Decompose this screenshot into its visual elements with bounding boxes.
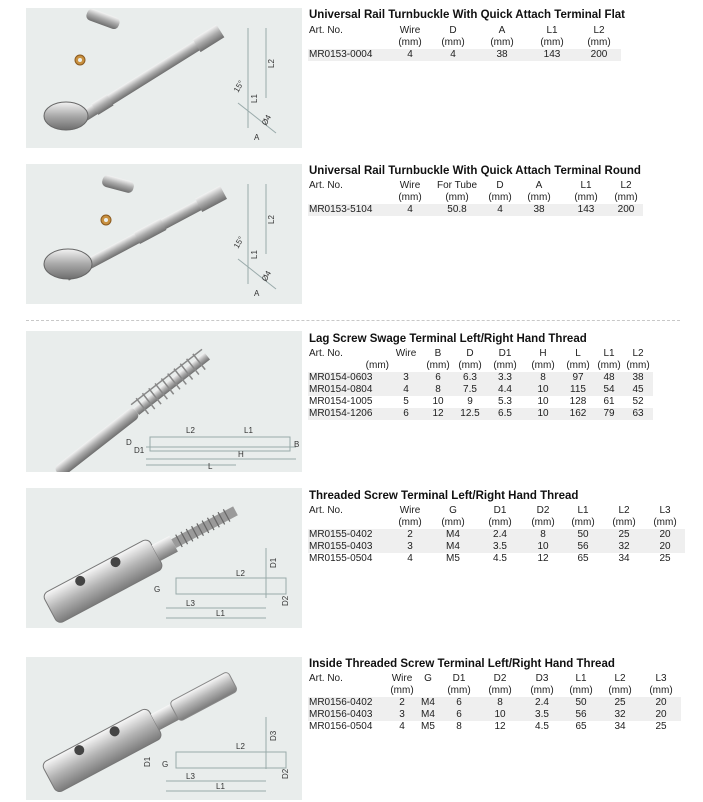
product-title: Universal Rail Turnbuckle With Quick Attach Terminal Flat bbox=[309, 9, 625, 21]
unit-cell bbox=[417, 685, 439, 697]
diagram-label: 15° bbox=[231, 79, 246, 94]
table-cell: 25 bbox=[645, 553, 685, 565]
diagram-label: D1 bbox=[269, 557, 278, 568]
unit-cell: (mm) bbox=[527, 192, 551, 203]
spec-table bbox=[308, 25, 621, 61]
unit-cell: (mm) bbox=[612, 517, 636, 528]
table-cell: M4 bbox=[417, 697, 439, 709]
art-no-cell: MR0154-1206 bbox=[308, 408, 391, 420]
diagram-label: H bbox=[238, 450, 244, 459]
col-header: D1 bbox=[493, 505, 507, 516]
table-row bbox=[308, 697, 681, 709]
table-cell: 12 bbox=[421, 408, 455, 420]
table-cell: 3.5 bbox=[521, 709, 563, 721]
diagram-label: L1 bbox=[216, 782, 225, 791]
col-header: H bbox=[539, 348, 547, 359]
table-cell: 10 bbox=[525, 396, 561, 408]
col-header: Wire bbox=[399, 25, 421, 36]
table-cell: 6 bbox=[391, 408, 421, 420]
spec-table bbox=[308, 180, 643, 216]
product-section-2 bbox=[0, 158, 703, 318]
unit-cell: (mm) bbox=[531, 360, 555, 371]
table-cell: 4 bbox=[391, 553, 429, 565]
table-row bbox=[308, 372, 653, 384]
table-cell: 20 bbox=[645, 529, 685, 541]
table-cell: 3.5 bbox=[477, 541, 523, 553]
col-header: D1 bbox=[498, 348, 512, 359]
diagram-label: L bbox=[208, 462, 213, 471]
table-cell: 2.4 bbox=[477, 529, 523, 541]
table-cell: 10 bbox=[525, 408, 561, 420]
art-no-cell: MR0155-0504 bbox=[308, 553, 391, 565]
col-header: Wire bbox=[399, 180, 421, 191]
table-cell: 56 bbox=[563, 709, 599, 721]
unit-cell: (mm) bbox=[653, 517, 677, 528]
col-header: L2 bbox=[618, 505, 630, 516]
product-photo-2 bbox=[26, 164, 302, 304]
unit-cell bbox=[308, 192, 391, 204]
diagram-label: L2 bbox=[267, 59, 276, 68]
header-row bbox=[308, 25, 621, 37]
table-cell: 4 bbox=[485, 204, 515, 216]
table-cell: 8 bbox=[439, 721, 479, 733]
art-no-cell: MR0156-0504 bbox=[308, 721, 387, 733]
table-cell: 12 bbox=[479, 721, 521, 733]
col-header: Wire bbox=[391, 673, 413, 684]
table-row bbox=[308, 721, 681, 733]
col-header: Art. No. bbox=[309, 180, 343, 191]
unit-cell: (mm) bbox=[398, 517, 422, 528]
table-cell: 2 bbox=[391, 529, 429, 541]
unit-cell: (mm) bbox=[614, 192, 638, 203]
unit-cell: (mm) bbox=[566, 360, 590, 371]
col-header: D bbox=[449, 25, 457, 36]
table-cell: 3 bbox=[387, 709, 417, 721]
diagram-label: B bbox=[294, 440, 300, 449]
table-cell: 3 bbox=[391, 541, 429, 553]
unit-cell: (mm) bbox=[458, 360, 482, 371]
diagram-label: L2 bbox=[186, 426, 195, 435]
table-cell: M4 bbox=[429, 541, 477, 553]
table-row bbox=[308, 408, 653, 420]
unit-cell: (mm) bbox=[540, 37, 564, 48]
diagram-label: L1 bbox=[244, 426, 253, 435]
table-cell: 25 bbox=[599, 697, 641, 709]
art-no-cell: MR0154-0603 bbox=[308, 372, 391, 384]
table-cell: 143 bbox=[563, 204, 609, 216]
table-cell: 115 bbox=[561, 384, 595, 396]
table-row bbox=[308, 541, 685, 553]
unit-cell: (mm) bbox=[569, 685, 593, 696]
table-row bbox=[308, 396, 653, 408]
table-cell: 97 bbox=[561, 372, 595, 384]
product-section-3 bbox=[0, 322, 703, 482]
unit-row bbox=[308, 192, 643, 204]
table-cell: 4 bbox=[391, 49, 429, 61]
table-row bbox=[308, 709, 681, 721]
table-cell: 5.3 bbox=[485, 396, 525, 408]
unit-cell bbox=[308, 517, 391, 529]
header-row bbox=[308, 673, 681, 685]
table-cell: 200 bbox=[577, 49, 621, 61]
col-header: L2 bbox=[593, 25, 605, 36]
table-row bbox=[308, 204, 643, 216]
col-header: D1 bbox=[452, 673, 466, 684]
table-cell: 25 bbox=[603, 529, 645, 541]
table-cell: 12.5 bbox=[455, 408, 485, 420]
col-header: Wire bbox=[395, 348, 417, 359]
col-header: G bbox=[424, 673, 432, 684]
table-row bbox=[308, 529, 685, 541]
table-cell: 3 bbox=[391, 372, 421, 384]
table-cell: 65 bbox=[563, 553, 603, 565]
col-header: Art. No. bbox=[309, 505, 343, 516]
table-cell: 6.5 bbox=[485, 408, 525, 420]
unit-row bbox=[308, 517, 685, 529]
table-cell: 162 bbox=[561, 408, 595, 420]
art-no-cell: MR0154-1005 bbox=[308, 396, 391, 408]
art-no-cell: MR0154-0804 bbox=[308, 384, 391, 396]
table-cell: 8 bbox=[525, 372, 561, 384]
table-cell: 20 bbox=[641, 697, 681, 709]
unit-cell: (mm) bbox=[365, 360, 389, 371]
col-header: L bbox=[575, 348, 581, 359]
product-title: Lag Screw Swage Terminal Left/Right Hand Thread bbox=[309, 333, 587, 345]
turnbuckle-round-illustration bbox=[26, 164, 302, 304]
diagram-label: L2 bbox=[236, 742, 245, 751]
table-cell: 38 bbox=[515, 204, 563, 216]
table-cell: 8 bbox=[421, 384, 455, 396]
diagram-label: L2 bbox=[236, 569, 245, 578]
col-header: D3 bbox=[535, 673, 549, 684]
table-cell: 10 bbox=[479, 709, 521, 721]
col-header: For Tube bbox=[436, 180, 478, 191]
product-section-4 bbox=[0, 484, 703, 644]
unit-cell: (mm) bbox=[426, 360, 450, 371]
col-header: Art. No. bbox=[309, 673, 343, 684]
col-header: D2 bbox=[493, 673, 507, 684]
diagram-label: L3 bbox=[186, 599, 195, 608]
product-photo-1 bbox=[26, 8, 302, 148]
unit-cell: (mm) bbox=[493, 360, 517, 371]
table-cell: 65 bbox=[563, 721, 599, 733]
art-no-cell: MR0155-0403 bbox=[308, 541, 391, 553]
table-cell: 6.3 bbox=[455, 372, 485, 384]
table-cell: 4 bbox=[391, 384, 421, 396]
table-cell: 61 bbox=[595, 396, 623, 408]
col-header: L1 bbox=[575, 673, 587, 684]
diagram-label: G bbox=[154, 585, 161, 594]
table-cell: 4.4 bbox=[485, 384, 525, 396]
table-cell: 38 bbox=[623, 372, 653, 384]
col-header: L1 bbox=[546, 25, 558, 36]
table-row bbox=[308, 384, 653, 396]
art-no-cell: MR0153-5104 bbox=[308, 204, 391, 216]
art-no-cell: MR0155-0402 bbox=[308, 529, 391, 541]
table-row bbox=[308, 49, 621, 61]
table-cell: 34 bbox=[603, 553, 645, 565]
table-cell: 10 bbox=[421, 396, 455, 408]
product-title: Threaded Screw Terminal Left/Right Hand Thread bbox=[309, 490, 579, 502]
header-row bbox=[308, 505, 685, 517]
table-cell: 38 bbox=[477, 49, 527, 61]
table-cell: 12 bbox=[523, 553, 563, 565]
table-cell: 200 bbox=[609, 204, 643, 216]
table-cell: 4 bbox=[391, 204, 429, 216]
diagram-label: L1 bbox=[250, 94, 259, 103]
diagram-label: L1 bbox=[216, 609, 225, 618]
unit-cell: (mm) bbox=[490, 37, 514, 48]
unit-cell: (mm) bbox=[531, 517, 555, 528]
unit-cell: (mm) bbox=[488, 517, 512, 528]
table-cell: 45 bbox=[623, 384, 653, 396]
table-cell: 52 bbox=[623, 396, 653, 408]
unit-cell bbox=[391, 360, 421, 372]
unit-cell: (mm) bbox=[441, 37, 465, 48]
unit-cell: (mm) bbox=[597, 360, 621, 371]
turnbuckle-flat-illustration bbox=[26, 8, 302, 148]
table-cell: 6 bbox=[439, 709, 479, 721]
art-no-cell: MR0156-0403 bbox=[308, 709, 387, 721]
col-header: L3 bbox=[659, 505, 671, 516]
spec-table bbox=[308, 348, 653, 420]
unit-cell: (mm) bbox=[530, 685, 554, 696]
table-cell: 4.5 bbox=[477, 553, 523, 565]
col-header: L3 bbox=[655, 673, 667, 684]
table-cell: 6 bbox=[421, 372, 455, 384]
unit-cell: (mm) bbox=[587, 37, 611, 48]
col-header: A bbox=[535, 180, 543, 191]
product-photo-3 bbox=[26, 331, 302, 472]
diagram-label: D3 bbox=[269, 730, 278, 741]
col-header: L1 bbox=[580, 180, 592, 191]
unit-cell: (mm) bbox=[441, 517, 465, 528]
product-title: Universal Rail Turnbuckle With Quick Attach Terminal Round bbox=[309, 165, 641, 177]
table-cell: 6 bbox=[439, 697, 479, 709]
col-header: D bbox=[496, 180, 504, 191]
unit-cell: (mm) bbox=[626, 360, 650, 371]
unit-cell bbox=[308, 685, 387, 697]
col-header: D bbox=[466, 348, 474, 359]
diagram-label: L1 bbox=[250, 250, 259, 259]
table-cell: 8 bbox=[523, 529, 563, 541]
table-cell: 5 bbox=[391, 396, 421, 408]
unit-row bbox=[308, 685, 681, 697]
product-title: Inside Threaded Screw Terminal Left/Right Hand Thread bbox=[309, 658, 615, 670]
table-cell: 128 bbox=[561, 396, 595, 408]
table-cell: M5 bbox=[429, 553, 477, 565]
unit-cell: (mm) bbox=[398, 192, 422, 203]
col-header: L2 bbox=[614, 673, 626, 684]
table-cell: 10 bbox=[525, 384, 561, 396]
unit-row bbox=[308, 37, 621, 49]
section-divider bbox=[26, 320, 680, 321]
unit-cell: (mm) bbox=[649, 685, 673, 696]
diagram-label: D2 bbox=[281, 768, 290, 779]
col-header: D2 bbox=[536, 505, 550, 516]
table-cell: 4 bbox=[387, 721, 417, 733]
col-header: Wire bbox=[399, 505, 421, 516]
diagram-label: A bbox=[254, 133, 260, 142]
inside-threaded-screw-terminal-illustration bbox=[26, 657, 302, 800]
product-section-1 bbox=[0, 0, 703, 160]
col-header: A bbox=[498, 25, 506, 36]
table-cell: 4.5 bbox=[521, 721, 563, 733]
diagram-label: L2 bbox=[267, 215, 276, 224]
diagram-label: D1 bbox=[143, 756, 152, 767]
table-cell: 9 bbox=[455, 396, 485, 408]
col-header: G bbox=[449, 505, 457, 516]
product-photo-5 bbox=[26, 657, 302, 800]
diagram-label: D bbox=[126, 438, 132, 447]
art-no-cell: MR0153-0004 bbox=[308, 49, 391, 61]
table-cell: 34 bbox=[599, 721, 641, 733]
table-cell: 20 bbox=[641, 709, 681, 721]
table-cell: 56 bbox=[563, 541, 603, 553]
table-row bbox=[308, 553, 685, 565]
col-header: Art. No. bbox=[309, 348, 343, 359]
table-cell: 143 bbox=[527, 49, 577, 61]
unit-cell: (mm) bbox=[488, 685, 512, 696]
unit-row bbox=[308, 360, 653, 372]
threaded-screw-terminal-illustration bbox=[26, 488, 302, 628]
table-cell: 4 bbox=[429, 49, 477, 61]
table-cell: 20 bbox=[645, 541, 685, 553]
unit-cell: (mm) bbox=[571, 517, 595, 528]
col-header: B bbox=[434, 348, 442, 359]
col-header: Art. No. bbox=[309, 25, 343, 36]
table-cell: 50 bbox=[563, 697, 599, 709]
unit-cell: (mm) bbox=[608, 685, 632, 696]
art-no-cell: MR0156-0402 bbox=[308, 697, 387, 709]
table-cell: 8 bbox=[479, 697, 521, 709]
table-cell: 50 bbox=[563, 529, 603, 541]
spec-table bbox=[308, 673, 681, 733]
unit-cell: (mm) bbox=[398, 37, 422, 48]
table-cell: 48 bbox=[595, 372, 623, 384]
product-photo-4 bbox=[26, 488, 302, 628]
diagram-label: A bbox=[254, 289, 260, 298]
col-header: L1 bbox=[577, 505, 589, 516]
unit-cell: (mm) bbox=[488, 192, 512, 203]
diagram-label: Ø4 bbox=[259, 113, 274, 127]
diagram-label: D2 bbox=[281, 595, 290, 606]
header-row bbox=[308, 348, 653, 360]
lag-screw-illustration bbox=[26, 331, 302, 472]
table-cell: M5 bbox=[417, 721, 439, 733]
diagram-label: L3 bbox=[186, 772, 195, 781]
table-cell: 2.4 bbox=[521, 697, 563, 709]
col-header: L1 bbox=[603, 348, 615, 359]
unit-cell: (mm) bbox=[574, 192, 598, 203]
table-cell: 63 bbox=[623, 408, 653, 420]
table-cell: M4 bbox=[417, 709, 439, 721]
table-cell: 2 bbox=[387, 697, 417, 709]
diagram-label: 15° bbox=[231, 235, 246, 250]
table-cell: 32 bbox=[599, 709, 641, 721]
diagram-label: D1 bbox=[134, 446, 145, 455]
table-cell: 25 bbox=[641, 721, 681, 733]
header-row bbox=[308, 180, 643, 192]
unit-cell: (mm) bbox=[390, 685, 414, 696]
col-header: L2 bbox=[632, 348, 644, 359]
table-cell: 50.8 bbox=[429, 204, 485, 216]
unit-cell: (mm) bbox=[447, 685, 471, 696]
unit-cell: (mm) bbox=[445, 192, 469, 203]
table-cell: 10 bbox=[523, 541, 563, 553]
diagram-label: G bbox=[162, 760, 169, 769]
table-cell: 79 bbox=[595, 408, 623, 420]
diagram-label: Ø4 bbox=[259, 269, 274, 283]
table-cell: 54 bbox=[595, 384, 623, 396]
table-cell: 7.5 bbox=[455, 384, 485, 396]
table-cell: M4 bbox=[429, 529, 477, 541]
col-header: L2 bbox=[620, 180, 632, 191]
table-cell: 3.3 bbox=[485, 372, 525, 384]
unit-cell bbox=[308, 37, 391, 49]
table-cell: 32 bbox=[603, 541, 645, 553]
spec-table bbox=[308, 505, 685, 565]
product-section-5 bbox=[0, 648, 703, 802]
